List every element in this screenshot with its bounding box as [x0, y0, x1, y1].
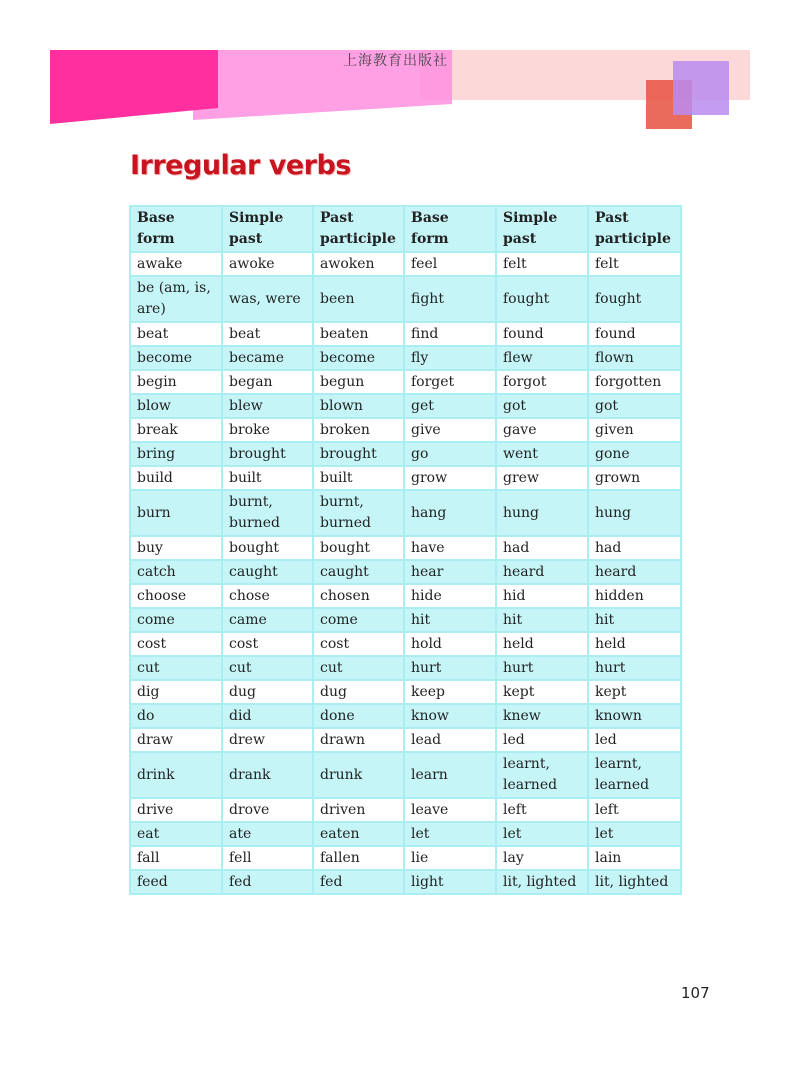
table-cell: known: [588, 704, 681, 728]
table-cell: give: [404, 418, 496, 442]
table-cell: heard: [496, 560, 588, 584]
table-cell: bought: [222, 536, 313, 560]
table-cell: chose: [222, 584, 313, 608]
banner-violet-square: [673, 61, 729, 115]
table-cell: gave: [496, 418, 588, 442]
table-row: [130, 846, 681, 870]
table-cell: draw: [130, 728, 222, 752]
table-cell: do: [130, 704, 222, 728]
table-cell: begin: [130, 370, 222, 394]
table-cell: beaten: [313, 322, 404, 346]
table-cell: dig: [130, 680, 222, 704]
publisher-name: 上海教育出版社: [343, 53, 448, 69]
table-cell: learnt, learned: [496, 752, 588, 798]
table-cell: led: [496, 728, 588, 752]
table-cell: drawn: [313, 728, 404, 752]
table-cell: awoke: [222, 252, 313, 276]
table-row: [130, 322, 681, 346]
table-cell: leave: [404, 798, 496, 822]
table-row: [130, 418, 681, 442]
table-cell: beat: [222, 322, 313, 346]
table-cell: kept: [496, 680, 588, 704]
table-cell: hurt: [496, 656, 588, 680]
table-cell: fight: [404, 276, 496, 322]
table-cell: lead: [404, 728, 496, 752]
table-cell: left: [496, 798, 588, 822]
table-cell: drink: [130, 752, 222, 798]
table-cell: choose: [130, 584, 222, 608]
table-cell: hid: [496, 584, 588, 608]
table-cell: feel: [404, 252, 496, 276]
table-cell: drunk: [313, 752, 404, 798]
table-cell: forgotten: [588, 370, 681, 394]
table-cell: done: [313, 704, 404, 728]
table-cell: got: [588, 394, 681, 418]
table-cell: lit, lighted: [496, 870, 588, 894]
table-cell: cut: [222, 656, 313, 680]
table-row: [130, 370, 681, 394]
table-cell: drank: [222, 752, 313, 798]
table-row: [130, 466, 681, 490]
table-cell: hit: [404, 608, 496, 632]
table-cell: given: [588, 418, 681, 442]
table-cell: began: [222, 370, 313, 394]
table-row: [130, 276, 681, 322]
table-cell: feed: [130, 870, 222, 894]
table-cell: fallen: [313, 846, 404, 870]
table-cell: blow: [130, 394, 222, 418]
table-cell: found: [496, 322, 588, 346]
table-cell: blew: [222, 394, 313, 418]
table-row: [130, 704, 681, 728]
table-cell: hold: [404, 632, 496, 656]
table-row: [130, 560, 681, 584]
table-cell: cut: [313, 656, 404, 680]
table-cell: heard: [588, 560, 681, 584]
table-cell: hung: [496, 490, 588, 536]
table-cell: light: [404, 870, 496, 894]
table-cell: dug: [222, 680, 313, 704]
table-cell: lie: [404, 846, 496, 870]
header-simple-past-2: Simple past: [496, 206, 588, 252]
table-cell: lay: [496, 846, 588, 870]
table-cell: become: [130, 346, 222, 370]
table-row: [130, 822, 681, 846]
table-cell: drove: [222, 798, 313, 822]
table-cell: cost: [130, 632, 222, 656]
table-row: [130, 394, 681, 418]
table-cell: lit, lighted: [588, 870, 681, 894]
table-cell: been: [313, 276, 404, 322]
header-base-form: Base form: [130, 206, 222, 252]
table-row: [130, 752, 681, 798]
table-cell: let: [496, 822, 588, 846]
header-past-participle: Past participle: [313, 206, 404, 252]
table-cell: caught: [313, 560, 404, 584]
table-row: [130, 490, 681, 536]
banner-magenta-band: [50, 50, 218, 124]
header-banner: [0, 0, 800, 140]
table-cell: had: [588, 536, 681, 560]
table-cell: held: [588, 632, 681, 656]
table-cell: fed: [222, 870, 313, 894]
table-cell: built: [222, 466, 313, 490]
table-cell: hurt: [588, 656, 681, 680]
table-cell: fall: [130, 846, 222, 870]
table-cell: was, were: [222, 276, 313, 322]
table-cell: broken: [313, 418, 404, 442]
table-cell: ate: [222, 822, 313, 846]
table-cell: grew: [496, 466, 588, 490]
table-cell: lain: [588, 846, 681, 870]
table-cell: hurt: [404, 656, 496, 680]
table-row: [130, 584, 681, 608]
table-cell: catch: [130, 560, 222, 584]
table-cell: be (am, is, are): [130, 276, 222, 322]
table-cell: led: [588, 728, 681, 752]
table-cell: let: [404, 822, 496, 846]
table-cell: flew: [496, 346, 588, 370]
table-cell: burnt, burned: [222, 490, 313, 536]
table-cell: keep: [404, 680, 496, 704]
table-cell: hang: [404, 490, 496, 536]
table-cell: learnt, learned: [588, 752, 681, 798]
table-row: [130, 656, 681, 680]
table-cell: buy: [130, 536, 222, 560]
table-cell: came: [222, 608, 313, 632]
table-cell: caught: [222, 560, 313, 584]
table-cell: forgot: [496, 370, 588, 394]
table-cell: know: [404, 704, 496, 728]
page-title: Irregular verbs: [130, 150, 351, 181]
table-cell: went: [496, 442, 588, 466]
header-base-form-2: Base form: [404, 206, 496, 252]
table-cell: driven: [313, 798, 404, 822]
table-cell: drew: [222, 728, 313, 752]
table-cell: brought: [313, 442, 404, 466]
table-cell: hide: [404, 584, 496, 608]
table-cell: eat: [130, 822, 222, 846]
table-cell: bring: [130, 442, 222, 466]
page-number: 107: [681, 984, 710, 1002]
table-cell: eaten: [313, 822, 404, 846]
table-cell: blown: [313, 394, 404, 418]
table-cell: grow: [404, 466, 496, 490]
table-cell: hung: [588, 490, 681, 536]
table-cell: begun: [313, 370, 404, 394]
table-cell: cut: [130, 656, 222, 680]
table-cell: fought: [588, 276, 681, 322]
table-row: [130, 346, 681, 370]
table-cell: come: [130, 608, 222, 632]
table-cell: brought: [222, 442, 313, 466]
table-cell: fly: [404, 346, 496, 370]
table-cell: bought: [313, 536, 404, 560]
table-cell: felt: [588, 252, 681, 276]
table-cell: find: [404, 322, 496, 346]
table-cell: burnt, burned: [313, 490, 404, 536]
table-cell: awake: [130, 252, 222, 276]
table-cell: cost: [313, 632, 404, 656]
table-cell: found: [588, 322, 681, 346]
table-cell: broke: [222, 418, 313, 442]
table-row: [130, 798, 681, 822]
header-simple-past: Simple past: [222, 206, 313, 252]
table-cell: fell: [222, 846, 313, 870]
table-row: [130, 680, 681, 704]
table-cell: break: [130, 418, 222, 442]
table-cell: did: [222, 704, 313, 728]
table-cell: awoken: [313, 252, 404, 276]
table-cell: kept: [588, 680, 681, 704]
table-cell: got: [496, 394, 588, 418]
table-cell: became: [222, 346, 313, 370]
table-cell: build: [130, 466, 222, 490]
table-cell: had: [496, 536, 588, 560]
table-cell: chosen: [313, 584, 404, 608]
table-row: [130, 728, 681, 752]
table-cell: felt: [496, 252, 588, 276]
table-cell: hit: [588, 608, 681, 632]
table-cell: come: [313, 608, 404, 632]
table-cell: learn: [404, 752, 496, 798]
header-past-participle-2: Past participle: [588, 206, 681, 252]
table-cell: knew: [496, 704, 588, 728]
table-cell: grown: [588, 466, 681, 490]
table-cell: built: [313, 466, 404, 490]
table-cell: go: [404, 442, 496, 466]
table-cell: fed: [313, 870, 404, 894]
table-row: [130, 442, 681, 466]
table-row: [130, 252, 681, 276]
table-cell: left: [588, 798, 681, 822]
table-row: [130, 632, 681, 656]
table-cell: burn: [130, 490, 222, 536]
table-cell: become: [313, 346, 404, 370]
table-cell: forget: [404, 370, 496, 394]
table-row: [130, 536, 681, 560]
table-cell: drive: [130, 798, 222, 822]
table-cell: hear: [404, 560, 496, 584]
table-cell: flown: [588, 346, 681, 370]
table-cell: cost: [222, 632, 313, 656]
table-header-row: [130, 206, 681, 252]
table-row: [130, 608, 681, 632]
table-cell: gone: [588, 442, 681, 466]
irregular-verbs-table: [129, 205, 682, 895]
table-cell: get: [404, 394, 496, 418]
table-row: [130, 870, 681, 894]
table-cell: let: [588, 822, 681, 846]
table-cell: fought: [496, 276, 588, 322]
table-cell: held: [496, 632, 588, 656]
table-cell: have: [404, 536, 496, 560]
table-cell: beat: [130, 322, 222, 346]
table-cell: hidden: [588, 584, 681, 608]
table-cell: hit: [496, 608, 588, 632]
table-cell: dug: [313, 680, 404, 704]
